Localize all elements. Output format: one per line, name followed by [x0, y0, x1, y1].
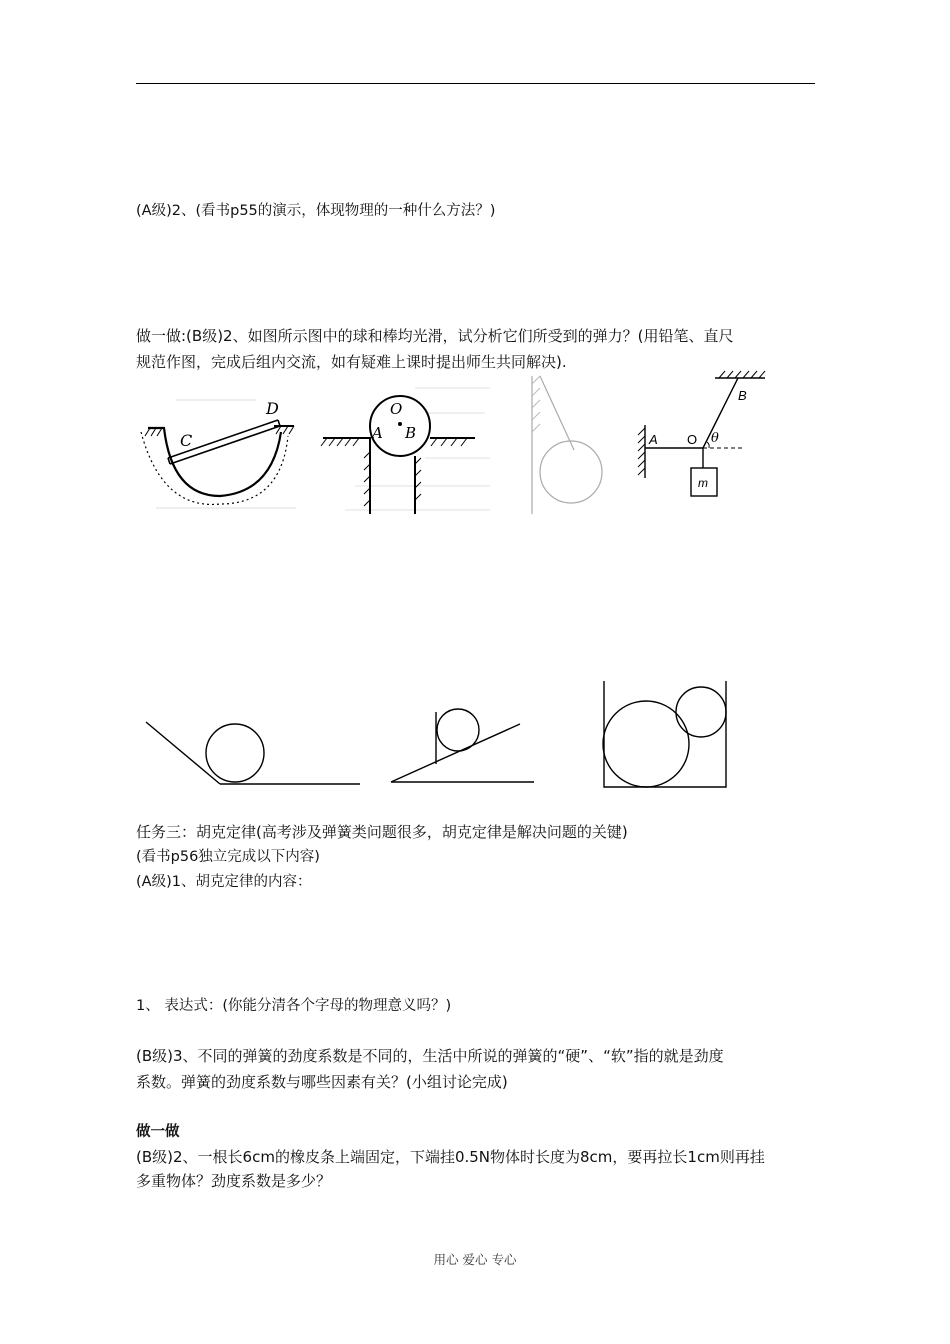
hanging-ball-figure	[520, 374, 615, 516]
question-a2: (A级)2、(看书p55的演示，体现物理的一种什么方法？)	[136, 203, 496, 219]
label-d: D	[266, 399, 279, 418]
read-book-note: (看书p56独立完成以下内容)	[136, 849, 320, 865]
label-o2: O	[687, 432, 698, 447]
expression-question: 1、 表达式：(你能分清各个字母的物理意义吗？)	[136, 998, 452, 1014]
bowl-rod-figure	[136, 380, 311, 520]
page-footer: 用心 爱心 专心	[433, 1252, 517, 1267]
question-a1: (A级)1、胡克定律的内容：	[136, 874, 312, 890]
header-rule	[136, 83, 815, 84]
label-m: m	[698, 476, 708, 490]
label-b2: B	[738, 388, 747, 403]
task-three-heading: 任务三：胡克定律(高考涉及弹簧类问题很多，胡克定律是解决问题的关键)	[136, 823, 628, 841]
do-it-line-1: 做一做:(B级)2、如图所示图中的球和棒均光滑，试分析它们所受到的弹力？(用铅笔、直尺	[136, 327, 734, 345]
ball-posts-figure	[315, 378, 500, 520]
label-c: C	[180, 431, 193, 450]
ball-wedge-wall-figure	[388, 708, 538, 788]
question-b2-line-2: 多重物体？劲度系数是多少？	[136, 1172, 332, 1190]
label-a: A	[372, 424, 383, 442]
label-o: O	[390, 400, 403, 418]
label-b: B	[405, 424, 417, 442]
question-b3-line-1: (B级)3、不同的弹簧的劲度系数是不同的，生活中所说的弹簧的“硬”、“软”指的就是劲度	[136, 1047, 724, 1065]
beam-rope-figure	[625, 370, 775, 510]
do-it-line-2: 规范作图，完成后组内交流，如有疑难上课时提出师生共同解决).	[136, 353, 567, 371]
label-a2: A	[649, 432, 658, 447]
label-theta: θ	[711, 431, 719, 446]
ball-incline-floor-figure	[140, 710, 370, 790]
do-it-heading: 做一做	[136, 1124, 180, 1140]
question-b3-line-2: 系数。弹簧的劲度系数与哪些因素有关？(小组讨论完成)	[136, 1073, 508, 1091]
question-b2-line-1: (B级)2、一根长6cm的橡皮条上端固定，下端挂0.5N物体时长度为8cm，要再拉长1cm则再挂	[136, 1148, 765, 1166]
balls-container-figure	[598, 678, 730, 790]
